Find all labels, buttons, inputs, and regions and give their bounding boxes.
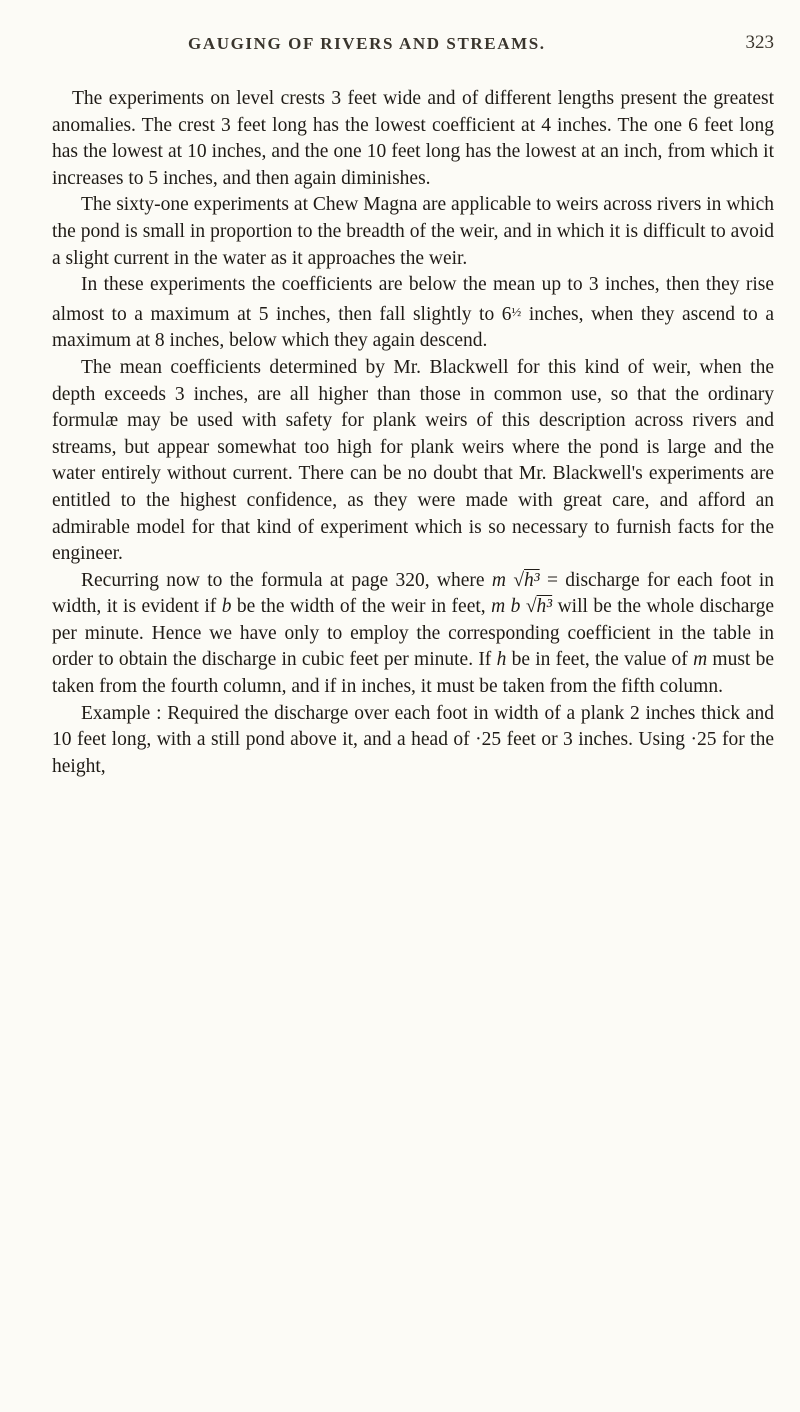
- paragraph-formula: [52, 568, 774, 701]
- formula-h-cubed-1: h³: [524, 569, 540, 591]
- formula-m-value: m: [693, 649, 708, 671]
- formula-h: h: [496, 649, 507, 671]
- fraction-half: ½: [511, 303, 522, 319]
- formula-text-3: be the width of the weir in feet,: [231, 596, 492, 618]
- running-title: GAUGING OF RIVERS AND STREAMS.: [188, 34, 546, 53]
- paragraph-coefficients: [52, 272, 774, 355]
- formula-text-4: will be the whole discharge per minute. Hence we have only to employ the corresponding coefficient in the table in order to obtain the discharge in cubic feet per minute. If: [52, 596, 774, 671]
- formula-mb: m b: [491, 596, 521, 618]
- formula-text-2: = discharge for each foot in width, it is evident if: [52, 569, 775, 618]
- paragraph-level-crests: The experiments on level crests 3 feet wide and of different lengths present the greatest anomalies. The crest 3 feet long has the lowest coefficient at 4 inches. The one 6 feet long has the lowest at 10 inches, and the one 10 feet long has the lowest at an inch, from which it increases to 5 inches, and then again diminishes.: [52, 88, 774, 189]
- page-number: 323: [745, 32, 774, 53]
- formula-text-6: must be taken from the fourth column, and if in inches, it must be taken from the fifth column.: [52, 649, 774, 698]
- paragraph-blackwell: The mean coefficients determined by Mr. Blackwell for this kind of weir, when the depth exceeds 3 inches, are all higher than those in common use, so that the ordinary formulæ may be used with safety for plank weirs of this description across rivers and streams, but appear somewhat too high for plank weirs where the pond is large and the water entirely without current. There can be no doubt that Mr. Blackwell's experiments are entitled to the highest confidence, as they were made with great care, and afford an admirable model for that kind of experiment which is so necessary to furnish facts for the engineer.: [52, 356, 774, 565]
- running-head: [52, 34, 774, 58]
- radical-sign-1: √: [513, 569, 525, 591]
- paragraph-coefficients-part-1: In these experiments the coefficients are below the mean up to 3 inches, then they rise almost to a maximum at 5 inches, then fall slightly to 6: [52, 274, 774, 325]
- paragraph-coefficients-part-2: inches, when they ascend to a maximum at 8 inches, below which they again descend.: [52, 303, 774, 352]
- body-text: [52, 86, 774, 780]
- formula-b: b: [221, 596, 232, 618]
- formula-h-cubed-2: h³: [536, 596, 553, 618]
- paragraph-chew-magna: The sixty-one experiments at Chew Magna are applicable to weirs across rivers in which the pond is small in proportion to the breadth of the weir, and in which it is difficult to avoid a slight current in the water as it approaches the weir.: [52, 194, 774, 269]
- radical-sign-2: √: [525, 596, 537, 618]
- formula-m: m: [491, 569, 506, 591]
- formula-text-1: Recurring now to the formula at page 320, where: [81, 569, 492, 591]
- formula-text-5: be in feet, the value of: [506, 649, 694, 671]
- paragraph-example: Example : Required the discharge over each foot in width of a plank 2 inches thick and 10 feet long, with a still pond above it, and a head of ·25 feet or 3 inches. Using ·25 for the height,: [52, 702, 774, 777]
